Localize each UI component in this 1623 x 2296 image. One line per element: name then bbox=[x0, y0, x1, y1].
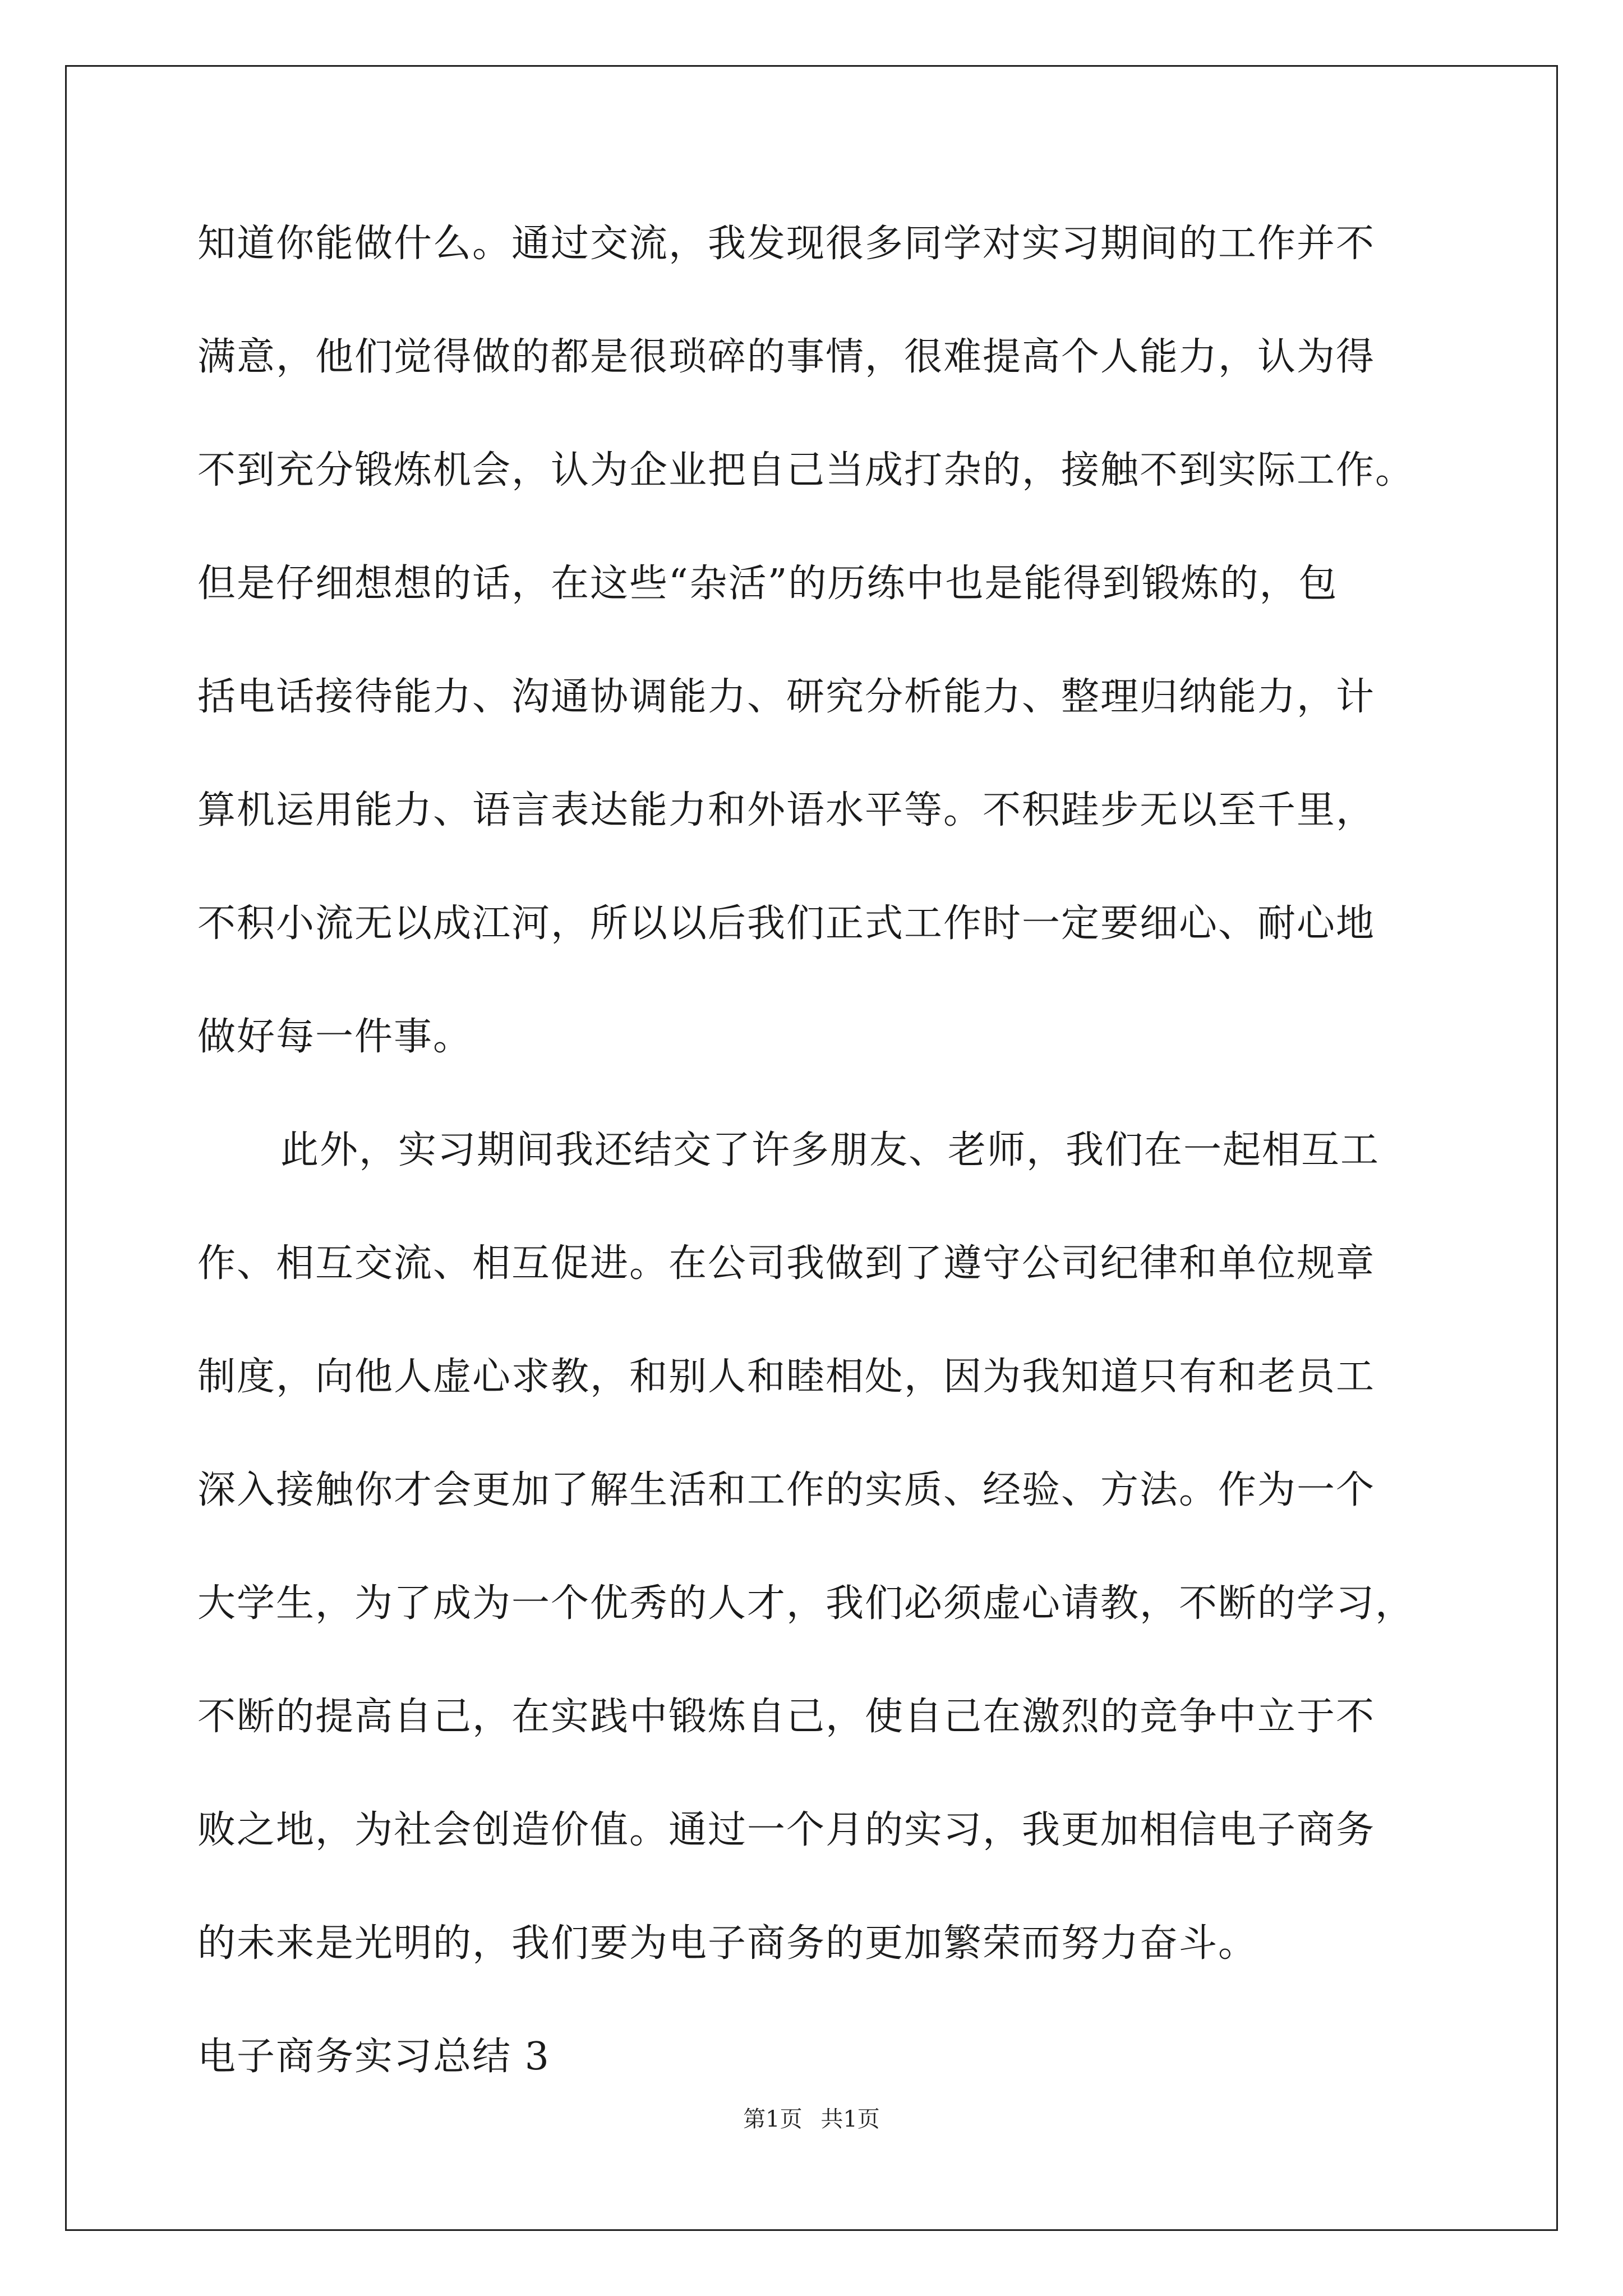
text-line: 制度，向他人虚心求教，和别人和睦相处，因为我知道只有和老员工 bbox=[197, 1355, 1376, 1399]
text-line: 做好每一件事。 bbox=[197, 1015, 473, 1059]
text-line: 不到充分锻炼机会，认为企业把自己当成打杂的，接触不到实际工作。 bbox=[197, 448, 1415, 493]
text-line: 括电话接待能力、沟通协调能力、研究分析能力、整理归纳能力，计 bbox=[197, 675, 1376, 719]
text-line: 不积小流无以成江河，所以以后我们正式工作时一定要细心、耐心地 bbox=[197, 901, 1376, 946]
page-number-total: 共1页 bbox=[820, 2106, 880, 2132]
text-line: 算机运用能力、语言表达能力和外语水平等。不积跬步无以至千里， bbox=[197, 788, 1376, 832]
text-line: 知道你能做什么。通过交流，我发现很多同学对实习期间的工作并不 bbox=[197, 222, 1376, 266]
section-heading: 电子商务实习总结 3 bbox=[197, 2035, 550, 2079]
text-line: 但是仔细想想的话，在这些“杂活”的历练中也是能得到锻炼的，包 bbox=[197, 562, 1338, 606]
text-line: 满意，他们觉得做的都是很琐碎的事情，很难提高个人能力，认为得 bbox=[197, 335, 1376, 379]
text-line: 作、相互交流、相互促进。在公司我做到了遵守公司纪律和单位规章 bbox=[197, 1241, 1376, 1286]
paragraph-start-line: 此外，实习期间我还结交了许多朋友、老师，我们在一起相互工 bbox=[280, 1128, 1380, 1172]
text-line: 的未来是光明的，我们要为电子商务的更加繁荣而努力奋斗。 bbox=[197, 1921, 1258, 1966]
document-body bbox=[197, 213, 1431, 2139]
page-number-current: 第1页 bbox=[743, 2106, 803, 2132]
text-line: 深入接触你才会更加了解生活和工作的实质、经验、方法。作为一个 bbox=[197, 1468, 1376, 1512]
text-line: 不断的提高自己，在实践中锻炼自己，使自己在激烈的竞争中立于不 bbox=[197, 1695, 1376, 1739]
page-footer bbox=[0, 2104, 1623, 2135]
text-line: 大学生，为了成为一个优秀的人才，我们必须虚心请教，不断的学习， bbox=[197, 1581, 1415, 1626]
text-line: 败之地，为社会创造价值。通过一个月的实习，我更加相信电子商务 bbox=[197, 1808, 1376, 1852]
